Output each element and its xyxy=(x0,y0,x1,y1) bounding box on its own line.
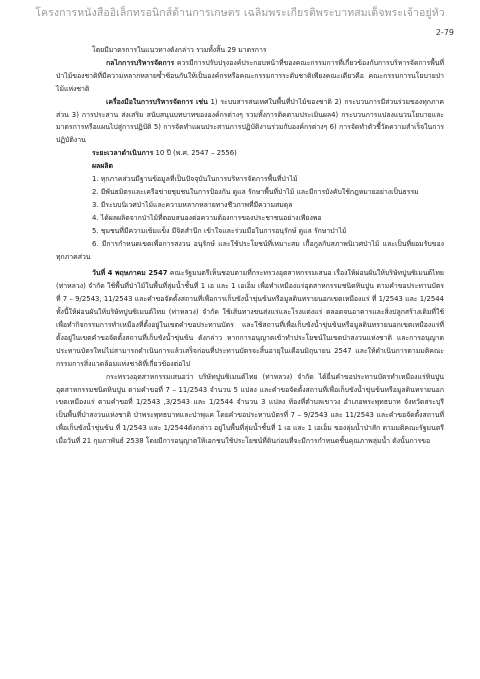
result-item: 5. ชุมชนที่มีความเข้มแข็ง มีจิตสำนึก เข้าใจและร่วมมือในการอนุรักษ์ ดูแล รักษาป่าไม้ xyxy=(92,226,347,235)
duration-heading: ระยะเวลาดำเนินการ xyxy=(92,149,154,158)
page-number: 2-79 xyxy=(435,28,454,37)
duration-text: 10 ปี (พ.ศ. 2547 – 2556) xyxy=(155,149,237,158)
tools-heading: เครื่องมือในการบริหารจัดการ เช่น xyxy=(106,97,208,106)
result-item: 1. ทุกภาคส่วนมีฐานข้อมูลที่เป็นปัจจุบันในการบริหารจัดการพื้นที่ป่าไม้ xyxy=(92,175,298,184)
result-item: 2. มีพันธมิตรและเครือข่ายชุมชนในการป้องกัน ดูแล รักษาพื้นที่ป่าไม้ และมีการบังคับใช้กฎหมายอย่างเป็นธรรม xyxy=(92,187,419,196)
result-item: 6. มีการกำหนดเขตเพื่อการสงวน อนุรักษ์ และใช้ประโยชน์ที่เหมาะสม เกื้อกูลกับสภาพนิเวศป่าไม้ และเป็นที่ยอมรับของทุกภาคส่วน xyxy=(56,239,444,261)
results-heading: ผลผลิต xyxy=(92,162,113,171)
cabinet-paragraph-2: กระทรวงอุตสาหกรรมเสนอว่า บริษัทปูนซิเมนต์ไทย (ท่าหลวง) จำกัด ได้ยื่นคำขอประทานบัตรทำเหมืองแร่หินปูนอุตสาหกรรมชนิดหินปูน ตามคำขอที่ 7 – 11/2543 จำนวน 5 แปลง และคำขอจัดตั้งสถานที่เพื่อเก็บขังน้ำขุ่นข้นหรือมูลดินทรายนอกเขตเหมืองแร่ ตามคำขอที่ 1/2543 ,3/2543 และ 1/2544 จำนวน 3 แปลง ท้องที่ตำบลเขาวง อำเภอพระพุทธบาท จังหวัดสระบุรี เป็นพื้นที่ป่าสงวนแห่งชาติ ป่าพระพุทธบาทและป่าพุแค โดยคำขอประทานบัตรที่ 7 – 9/2543 และ 11/2543 และคำขอจัดตั้งสถานที่เพื่อเก็บขังน้ำขุ่นข้น ที่ 1/2543 และ 1/2544ดังกล่าว อยู่ในพื้นที่ลุ่มน้ำชั้นที่ 1 เอ และ 1 เอเอ็ม ของลุ่มน้ำป่าสัก ตามมติคณะรัฐมนตรีเมื่อวันที่ 21 กุมภาพันธ์ 2538 โดยมีการอนุญาตให้เอกชนใช้ประโยชน์ที่ดินก่อนที่จะมีการกำหนดชั้นคุณภาพลุ่มน้ำ ดังนั้นการขอ xyxy=(56,372,444,446)
intro-line: โดยมีมาตรการในแนวทางดังกล่าว รวมทั้งสิ้น 29 มาตรการ xyxy=(92,46,267,54)
cabinet-paragraph-1 xyxy=(56,267,444,370)
mechanism-text: ควรมีการปรับปรุงองค์ประกอบหน้าที่ของคณะกรรมการที่เกี่ยวข้องกับการบริหารจัดการพื้นที่ป่าไม้ของชาติที่มีความหลากหลายซ้ำซ้อนกันให้เป็นองค์กรหรือคณะกรรมการระดับชาติเพียงคณะเดียวคือ คณะกรรมการนโยบายป่าไม้แห่งชาติ xyxy=(56,58,444,93)
duration-paragraph xyxy=(56,147,444,160)
result-item: 3. มีระบบนิเวศป่าไม้และความหลากหลายทางชีวภาพที่มีความสมดุล xyxy=(92,200,293,209)
document-header: โครงการหนังสืออิเล็กทรอนิกส์ด้านการเกษตร เฉลิมพระเกียรติพระบาทสมเด็จพระเจ้าอยู่หัว xyxy=(35,7,445,19)
mechanism-paragraph xyxy=(56,57,444,96)
document-body xyxy=(56,44,444,448)
tools-paragraph xyxy=(56,96,444,148)
cabinet-date: วันที่ 4 พฤษภาคม 2547 xyxy=(92,269,168,278)
tools-text: 1) ระบบสารสนเทศในพื้นที่ป่าไม้ของชาติ 2) กระบวนการมีส่วนร่วมของทุกภาคส่วน 3) การประสาน ส่งเสริม สนับสนุนบทบาทขององค์กรต่างๆ รวมทั้งการติดตามประเมินผล4) กระบวนการแปลงแนวนโยบายและมาตรการหรือแผนไปสู่การปฏิบัติ 5) การจัดทำแผนประสานการปฏิบัติงานร่วมกับองค์กรต่างๆ 6) การจัดทำตัวชี้วัดความสำเร็จในการปฏิบัติงาน xyxy=(56,97,444,145)
mechanism-heading: กลไกการบริหารจัดการ xyxy=(106,58,175,67)
result-item: 4. ได้ผลผลิตจากป่าไม้ที่ตอบสนองต่อความต้องการของประชาชนอย่างเพียงพอ xyxy=(92,213,322,222)
cabinet-text-1: คณะรัฐมนตรีเห็นชอบตามที่กระทรวงอุตสาหกรรมเสนอ เรื่องให้ผ่อนผันให้บริษัทปูนซิเมนต์ไทย (ท่าหลวง) จำกัด ใช้พื้นที่ป่าไม้ในพื้นที่ลุ่มน้ำชั้นที่ 1 เอ และ 1 เอเอ็ม เพื่อทำเหมืองแร่อุตสาหกรรมชนิดหินปูน ตามคำขอประทานบัตรที่ 7 – 9/2543, 11/2543 และคำขอจัดตั้งสถานที่เพื่อการเก็บขังน้ำขุ่นข้นหรือมูลดินทรายนอกเขตเหมืองแร่ ที่ 1/2543 และ 1/2544 ทั้งนี้ให้ผ่อนผันให้บริษัทปูนซิเมนต์ไทย (ท่าหลวง) จำกัด ใช้เส้นทางขนส่งแร่และโรงแต่งแร่ ตลอดจนอาคารและสิ่งปลูกสร้างเดิมที่ใช้เพื่อทำกิจกรรมการทำเหมืองที่ตั้งอยู่ในเขตคำขอประทานบัตร และใช้สถานที่เพื่อเก็บขังน้ำขุ่นข้นหรือมูลดินทรายนอกเขตเหมืองแร่ที่ตั้งอยู่ในเขตคำขอจัดตั้งสถานที่เก็บขังน้ำขุ่นข้น ดังกล่าว หากการอนุญาตเข้าทำประโยชน์ในเขตป่าสงวนแห่งชาติ และการอนุญาตประทานบัตรใหม่ไม่สามารถดำเนินการแล้วเสร็จก่อนที่ประทานบัตรจะสิ้นอายุในเดือนมิถุนายน 2547 และให้ดำเนินการตามมติคณะกรรมการสิ่งแวดล้อมแห่งชาติที่เกี่ยวข้องต่อไป xyxy=(56,269,444,368)
